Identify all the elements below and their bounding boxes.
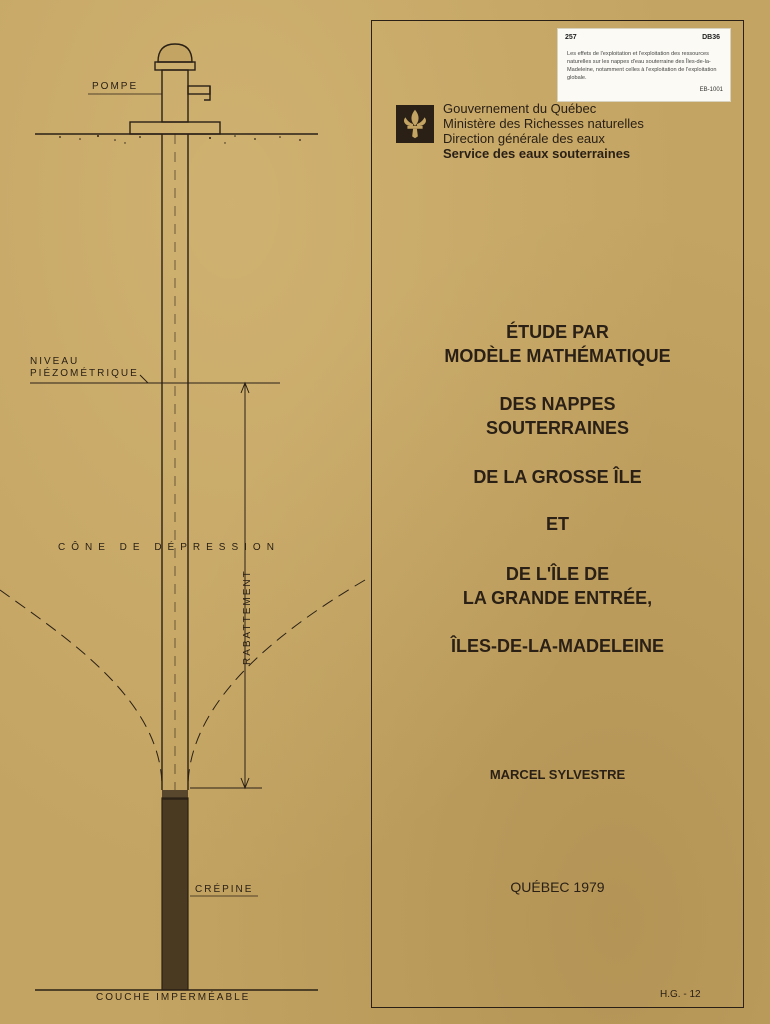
label-pompe: POMPE	[92, 81, 139, 92]
well-casing	[162, 134, 188, 790]
label-cone-depression: CÔNE DE DÉPRESSION	[58, 542, 280, 553]
place-year: QUÉBEC 1979	[510, 879, 605, 895]
well-screen	[162, 798, 188, 990]
ground-soil	[59, 135, 301, 144]
pump	[130, 44, 220, 134]
title-line-1: ÉTUDE PAR	[506, 322, 609, 342]
author: MARCEL SYLVESTRE	[489, 767, 626, 782]
title-line-3: DES NAPPES	[499, 394, 616, 414]
title-line-6: ET	[545, 514, 569, 534]
gov-line-3: Direction générale des eaux	[443, 131, 605, 146]
fleur-de-lis-icon	[396, 105, 434, 143]
label-code: EB-1001	[699, 87, 723, 93]
gov-line-4: Service des eaux souterraines	[443, 146, 631, 161]
label-couche-impermeable: COUCHE IMPERMÉABLE	[96, 992, 251, 1003]
label-abstract: Les effets de l'exploitation et l'exploitation des ressources naturelles sur les nappes d'eau souterraine des Îles-de-la-Madeleine, notamment celles à l'exploitation de l'exploitation globale.	[567, 51, 717, 81]
title-line-8: LA GRANDE ENTRÉE,	[462, 588, 653, 608]
catalogue-label-card	[557, 28, 731, 102]
cone-curve-left	[0, 590, 162, 785]
well-diagram	[0, 0, 370, 1024]
gov-line-2: Ministère des Richesses naturelles	[443, 116, 644, 131]
title-line-2: MODÈLE MATHÉMATIQUE	[444, 346, 671, 366]
title-line-7: DE L'ÎLE DE	[505, 564, 610, 584]
title-line-5: DE LA GROSSE ÎLE	[473, 467, 642, 487]
cone-curve-right	[188, 580, 365, 785]
title-line-4: SOUTERRAINES	[485, 418, 629, 438]
label-rabattement: RABATTEMENT	[242, 569, 253, 665]
gov-line-1: Gouvernement du Québec	[443, 101, 597, 116]
reference-code: H.G. - 12	[660, 989, 701, 1000]
title-line-9: ÎLES-DE-LA-MADELEINE	[451, 636, 664, 656]
label-number-right: DB36	[702, 34, 720, 41]
label-number-left: 257	[565, 34, 577, 41]
label-piezometrique: PIÉZOMÉTRIQUE	[30, 368, 139, 379]
label-niveau: NIVEAU	[30, 356, 80, 367]
label-crepine: CRÉPINE	[195, 884, 254, 895]
